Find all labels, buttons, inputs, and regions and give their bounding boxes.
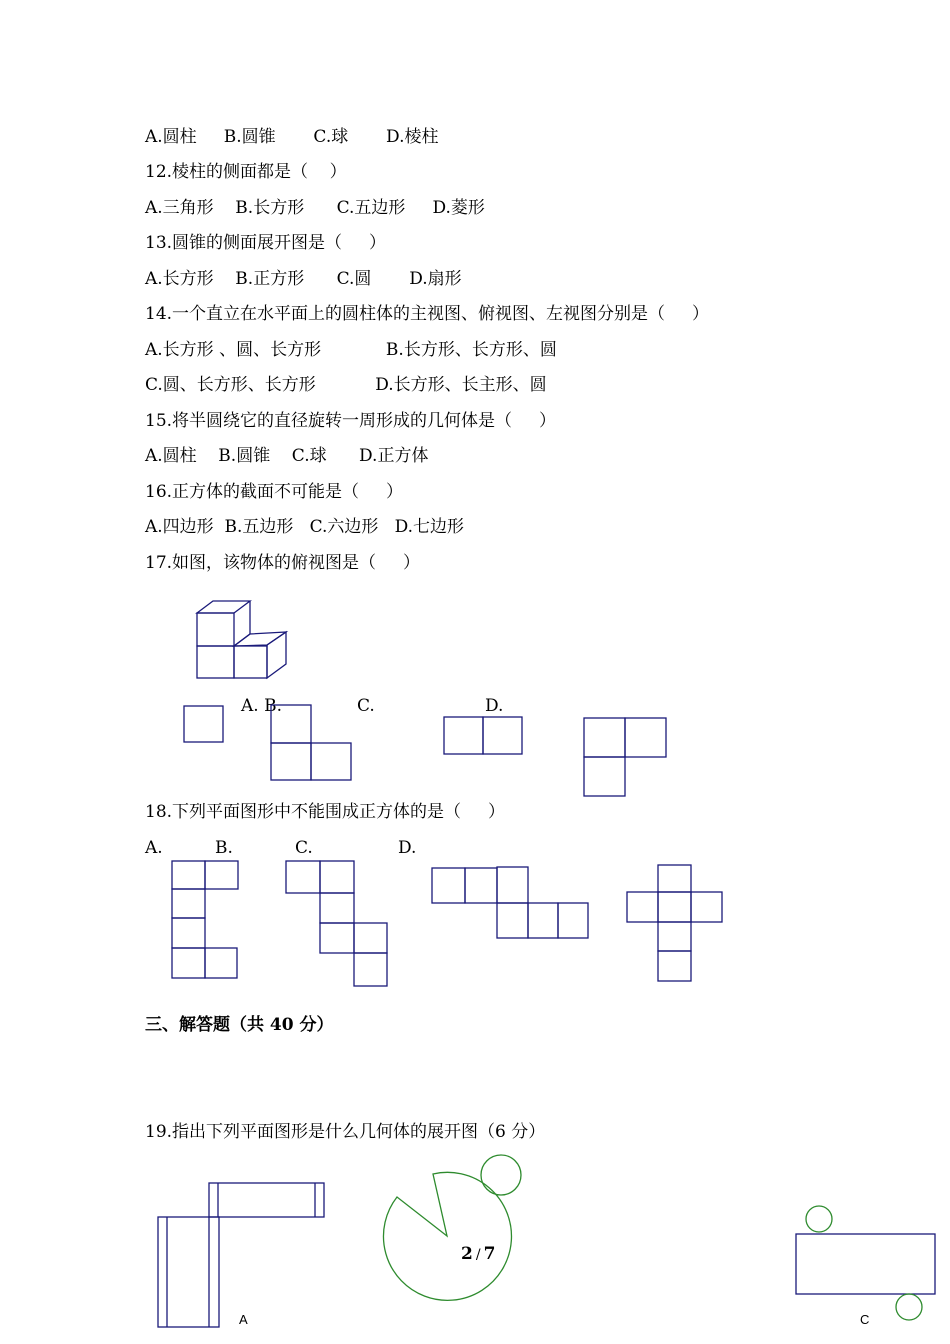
q18-net-c — [432, 867, 588, 938]
q19-figure-c-cylinder-net — [796, 1206, 935, 1320]
q17-option-a-figure — [184, 706, 223, 742]
q19-label-c: C — [860, 1312, 870, 1327]
q16-text: 16.正方体的截面不可能是（ ） — [145, 482, 404, 502]
q17-label-d: D. — [485, 696, 504, 716]
q17-cube-object — [197, 601, 286, 678]
q15-text: 15.将半圆绕它的直径旋转一周形成的几何体是（ ） — [145, 411, 557, 431]
q18-net-b — [286, 861, 387, 986]
q18-label-a: A. — [145, 838, 163, 858]
q14-text: 14.一个直立在水平面上的圆柱体的主视图、俯视图、左视图分别是（ ） — [145, 304, 710, 324]
q14-options-1: A.长方形 、圆、长方形 B.长方形、长方形、圆 — [145, 340, 557, 360]
q12-text: 12.棱柱的侧面都是（ ） — [145, 162, 347, 182]
q18-label-d: D. — [398, 838, 417, 858]
page-separator: / — [475, 1247, 481, 1263]
q17-option-c-figure — [444, 717, 522, 754]
page-total: 7 — [483, 1244, 496, 1264]
q18-label-b: B. — [215, 838, 233, 858]
q16-options: A.四边形 B.五边形 C.六边形 D.七边形 — [145, 517, 465, 537]
q17-label-ab: A. B. — [241, 696, 282, 716]
q17-label-c: C. — [357, 696, 375, 716]
q11-options: A.圆柱 B.圆锥 C.球 D.棱柱 — [145, 127, 439, 147]
q17-text: 17.如图，该物体的俯视图是（ ） — [145, 553, 421, 573]
q19-text: 19.指出下列平面图形是什么几何体的展开图（6 分） — [145, 1122, 546, 1142]
q17-option-d-figure — [584, 718, 666, 796]
q19-figure-b-cone-net — [383, 1155, 521, 1300]
page-current: 2 — [461, 1244, 473, 1264]
q18-net-d — [627, 865, 722, 981]
q13-text: 13.圆锥的侧面展开图是（ ） — [145, 233, 387, 253]
section-3-heading: 三、解答题（共 40 分） — [145, 1015, 334, 1035]
q13-options: A.长方形 B.正方形 C.圆 D.扇形 — [145, 269, 462, 289]
q17-option-b-figure — [271, 705, 351, 780]
q18-text: 18.下列平面图形中不能围成正方体的是（ ） — [145, 802, 506, 822]
q19-figure-a-prism-net — [158, 1183, 324, 1327]
q19-label-a: A — [239, 1312, 248, 1327]
q12-options: A.三角形 B.长方形 C.五边形 D.菱形 — [145, 198, 485, 218]
q18-net-a — [172, 861, 238, 978]
q18-label-c: C. — [295, 838, 313, 858]
q15-options: A.圆柱 B.圆锥 C.球 D.正方体 — [145, 446, 429, 466]
q14-options-2: C.圆、长方形、长方形 D.长方形、长主形、圆 — [145, 375, 547, 395]
